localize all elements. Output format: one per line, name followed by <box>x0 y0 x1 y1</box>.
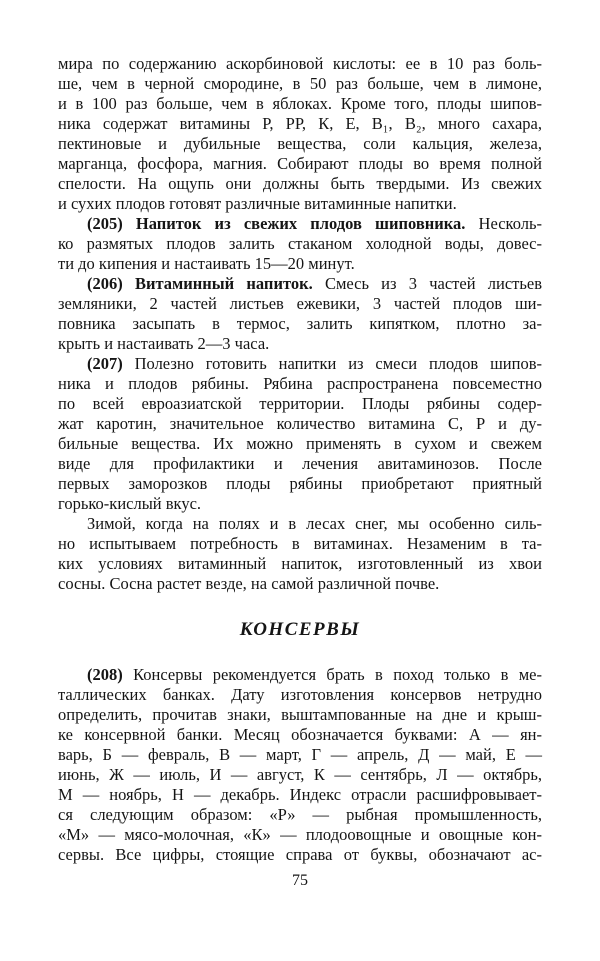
text-line: крыть и настаивать 2—3 часа. <box>58 334 270 353</box>
text-line: по всей евроазиатской территории. Плоды рябины содер- <box>58 394 542 413</box>
text-line: мира по содержанию аскорбиновой кислоты: ее в 10 раз боль- <box>58 54 542 73</box>
text-run: Смесь из 3 частей листьев <box>312 274 542 293</box>
text-line: Зимой, когда на полях и в лесах снег, мы особенно силь- <box>87 514 542 533</box>
paragraph-208 <box>58 665 542 865</box>
recipe-207-number: (207) <box>87 354 123 373</box>
page-number: 75 <box>292 872 308 889</box>
text-line: варь, Б — февраль, В — март, Г — апрель, Д — май, Е — <box>58 745 542 764</box>
recipe-208-number: (208) <box>87 665 123 684</box>
text-line: определить, прочитав знаки, выштампованные на дне и крыш- <box>58 705 542 724</box>
text-line: и сухих плодов готовят различные витаминные напитки. <box>58 194 457 213</box>
paragraph-winter <box>58 514 542 594</box>
text-line: ке консервной банки. Месяц обозначается буквами: А — ян- <box>58 725 542 744</box>
text-line: пектиновые и дубильные вещества, соли кальция, железа, <box>58 134 542 153</box>
text-line <box>58 214 542 234</box>
text-run: Полезно готовить напитки из смеси плодов шипов- <box>122 354 542 373</box>
text-line: виде для профилактики и лечения авитаминозов. После <box>58 454 542 473</box>
text-line: сервы. Все цифры, стоящие справа от буквы, обозначают ас- <box>58 845 542 864</box>
text-run: Консервы рекомендуется брать в поход только в ме- <box>122 665 542 684</box>
text-line: жат каротин, значительное количество витамина С, Р и ду- <box>58 414 542 433</box>
section-heading: КОНСЕРВЫ <box>239 619 361 640</box>
text-line: и в 100 раз больше, чем в яблоках. Кроме того, плоды шипов- <box>58 94 542 113</box>
text-line: но испытываем потребность в витаминах. Незаменим в та- <box>58 534 542 553</box>
paragraph-205 <box>58 214 542 274</box>
text-line: ких условиях витаминный напиток, изготовленный из хвои <box>58 554 542 573</box>
text-line: «М» — мясо-молочная, «К» — плодоовощные и овощные кон- <box>58 825 542 844</box>
text-line: спелости. На ощупь они должны быть твердыми. Из свежих <box>58 174 542 193</box>
text-line: июнь, Ж — июль, И — август, К — сентябрь, Л — октябрь, <box>58 765 542 784</box>
text-line: ше, чем в черной смородине, в 50 раз больше, чем в лимоне, <box>58 74 542 93</box>
text-line: ника и плодов рябины. Рябина распространена повсеместно <box>58 374 542 393</box>
text-line <box>58 274 542 294</box>
text-line: горько-кислый вкус. <box>58 494 202 513</box>
text-line <box>58 354 542 374</box>
recipe-205-title: (205) Напиток из свежих плодов шиповника. <box>87 214 466 233</box>
paragraph-206 <box>58 274 542 354</box>
text-block <box>58 54 542 891</box>
paragraph-intro <box>58 54 542 214</box>
text-line: ся следующим образом: «Р» — рыбная промышленность, <box>58 805 542 824</box>
text-line: М — ноябрь, Н — декабрь. Индекс отрасли расшифровывает- <box>58 785 542 804</box>
text-line: первых заморозков плоды рябины приобретают приятный <box>58 474 542 493</box>
paragraph-207 <box>58 354 542 514</box>
recipe-206-title: (206) Витаминный напиток. <box>87 274 313 293</box>
text-line: ника содержат витамины Р, РР, К, Е, В₁, В₂, много сахара, <box>58 114 542 133</box>
text-line: марганца, фосфора, магния. Собирают плоды во время полной <box>58 154 542 173</box>
text-line: таллических банках. Дату изготовления консервов нетрудно <box>58 685 542 704</box>
text-line: ти до кипения и настаивать 15—20 минут. <box>58 254 355 273</box>
text-run: Несколь- <box>465 214 542 233</box>
text-line <box>58 665 542 685</box>
text-line: повника засыпать в термос, залить кипятком, плотно за- <box>58 314 542 333</box>
text-line: земляники, 2 частей листьев ежевики, 3 частей плодов ши- <box>58 294 542 313</box>
text-line: бильные вещества. Их можно применять в сухом и свежем <box>58 434 542 453</box>
text-line: ко размятых плодов залить стаканом холодной воды, довес- <box>58 234 542 253</box>
text-line: сосны. Сосна растет везде, на самой различной почве. <box>58 574 440 593</box>
